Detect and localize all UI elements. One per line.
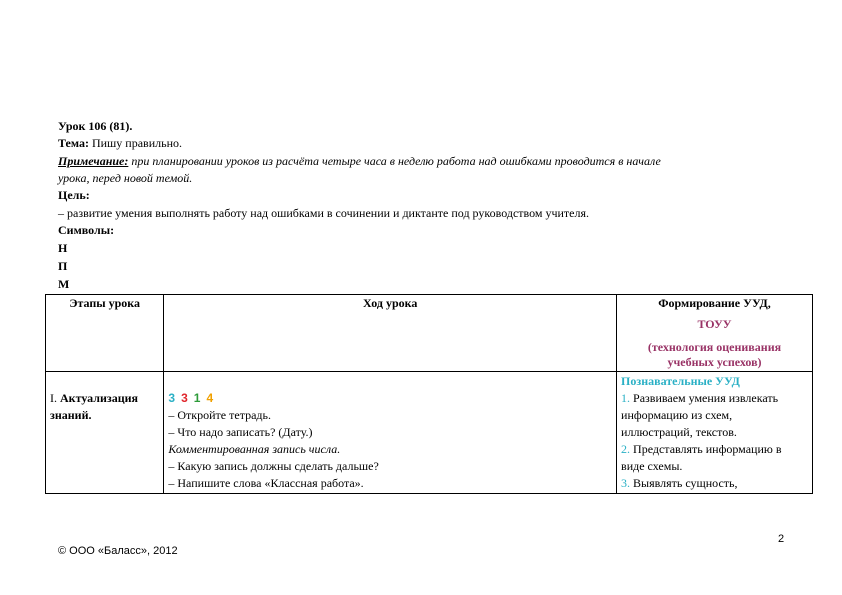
goal-label: Цель: bbox=[58, 188, 90, 202]
uud-item: виде схемы. bbox=[621, 459, 683, 473]
course-line: Комментированная запись числа. bbox=[168, 442, 341, 456]
header-uud-tech-2: учебных успехов) bbox=[667, 355, 762, 369]
course-line: – Откройте тетрадь. bbox=[168, 408, 271, 422]
header-uud-main: Формирование УУД, bbox=[658, 296, 771, 310]
uud-item: информацию из схем, bbox=[621, 408, 733, 422]
uud-item: 2. Представлять информацию в bbox=[621, 442, 782, 456]
course-cell bbox=[164, 372, 617, 494]
uud-item: иллюстраций, текстов. bbox=[621, 425, 737, 439]
stage-roman: I. bbox=[50, 391, 60, 405]
symbol-digit: 3 bbox=[168, 391, 176, 405]
uud-item: 3. Выявлять сущность, bbox=[621, 476, 738, 490]
topic-value: Пишу правильно. bbox=[88, 136, 183, 150]
colored-symbols bbox=[168, 390, 612, 407]
table-row bbox=[46, 372, 813, 494]
stage-name-1: Актуализация bbox=[60, 391, 139, 405]
header-uud bbox=[617, 295, 813, 372]
course-line: – Какую запись должны сделать дальше? bbox=[168, 459, 379, 473]
note-label: Примечание: bbox=[58, 154, 129, 168]
lesson-table bbox=[45, 294, 813, 494]
stage-cell bbox=[46, 372, 164, 494]
symbol-line-m: М bbox=[58, 277, 70, 291]
symbol-line-p: П bbox=[58, 259, 68, 273]
uud-item: 1. Развиваем умения извлекать bbox=[621, 391, 779, 405]
lesson-title: Урок 106 (81). bbox=[58, 119, 133, 133]
stage-line-1 bbox=[50, 390, 159, 407]
header-stages: Этапы урока bbox=[46, 295, 164, 372]
uud-heading: Познавательные УУД bbox=[621, 374, 740, 388]
header-uud-toou: ТОУУ bbox=[697, 317, 732, 331]
note-line-1 bbox=[58, 153, 661, 169]
copyright-footer: © ООО «Баласс», 2012 bbox=[58, 545, 178, 557]
course-line: – Напишите слова «Классная работа». bbox=[168, 476, 364, 490]
symbol-digit: 4 bbox=[206, 391, 214, 405]
symbol-line-n: Н bbox=[58, 241, 68, 255]
topic-line bbox=[58, 135, 182, 151]
symbol-digit: 1 bbox=[193, 391, 201, 405]
note-line-2: урока, перед новой темой. bbox=[58, 171, 193, 185]
note-value-1: при планировании уроков из расчёта четыре часа в неделю работа над ошибками проводится в начале bbox=[128, 154, 661, 168]
header-uud-tech-1: (технология оценивания bbox=[647, 340, 782, 354]
table-header-row bbox=[46, 295, 813, 372]
page-number: 2 bbox=[778, 533, 785, 545]
symbols-label: Символы: bbox=[58, 223, 115, 237]
course-line: – Что надо записать? (Дату.) bbox=[168, 425, 313, 439]
goal-value: – развитие умения выполнять работу над ошибками в сочинении и диктанте под руководством учителя. bbox=[58, 206, 590, 220]
symbol-digit: 3 bbox=[181, 391, 188, 405]
stage-name-2: знаний. bbox=[50, 408, 92, 422]
uud-cell bbox=[617, 372, 813, 494]
topic-label: Тема: bbox=[58, 136, 89, 150]
header-course: Ход урока bbox=[164, 295, 617, 372]
